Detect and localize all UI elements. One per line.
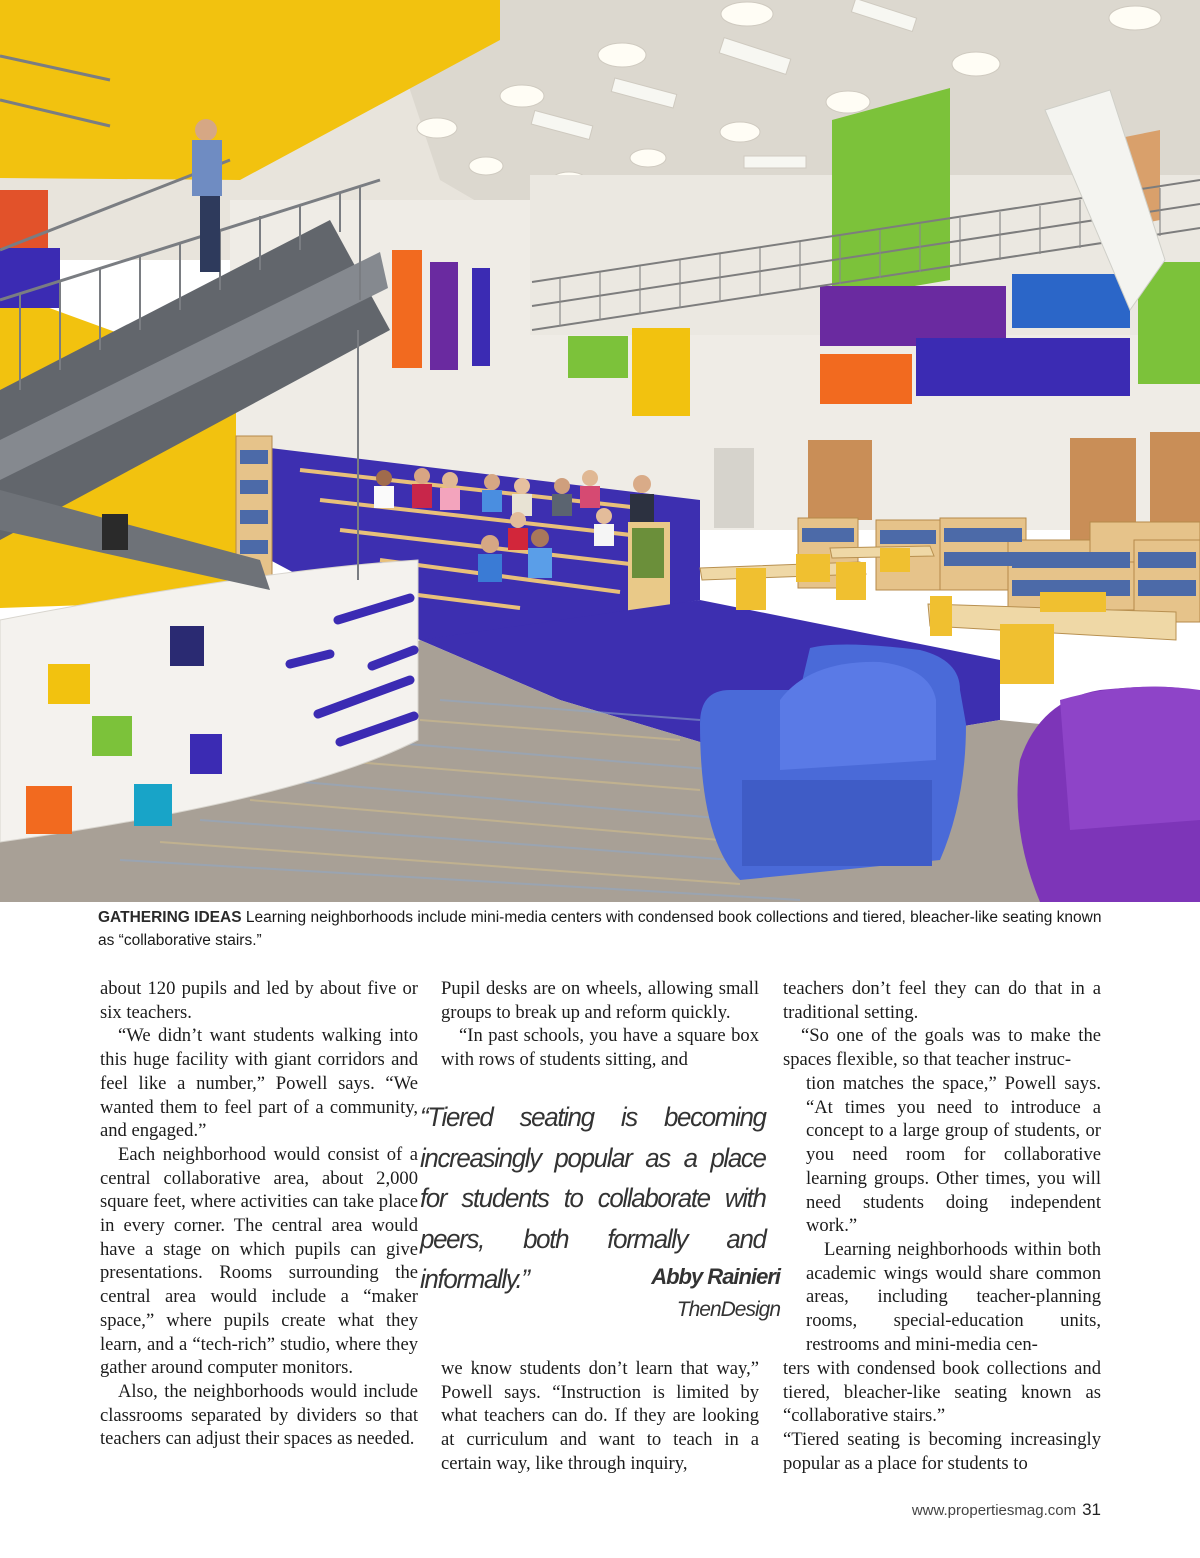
article-column-1 <box>100 977 418 1451</box>
caption-label: GATHERING IDEAS <box>98 909 242 926</box>
paragraph: “Tiered seating is becoming increasingly popular as a place for students to <box>783 1429 1101 1474</box>
article-column-2-bottom <box>441 1357 759 1476</box>
paragraph: “We didn’t want students walking into this huge facility with giant corridors and feel like a number,” Powell says. “We wanted them to feel part of a community, and engaged.” <box>100 1025 418 1142</box>
article-column-3-top <box>783 977 1101 1072</box>
paragraph: Pupil desks are on wheels, allowing small groups to break up and reform quickly. <box>441 978 759 1023</box>
footer-url[interactable]: www.propertiesmag.com <box>911 1502 1077 1519</box>
paragraph: ters with condensed book collections and tiered, bleacher-like seating known as “collaborative stairs.” <box>783 1358 1101 1427</box>
paragraph: Also, the neighborhoods would include classrooms separated by dividers so that teachers can adjust their spaces as needed. <box>100 1380 418 1450</box>
pull-quote-author: Abby Rainieri <box>651 1264 780 1289</box>
article-column-3-bottom <box>783 1357 1101 1476</box>
paragraph: “In past schools, you have a square box with rows of students sitting, and <box>441 1025 759 1071</box>
paragraph: Learning neighborhoods within both academic wings would share common areas, including teacher-planning rooms, special-education units, restrooms and mini-media cen- <box>806 1238 1101 1355</box>
article-column-2-top <box>441 977 759 1072</box>
paragraph: about 120 pupils and led by about five or six teachers. <box>100 978 418 1023</box>
pull-quote: “Tiered seating is becoming increasingly popular as a place for students to collaborate with peers, both formally and informally.” <box>420 1102 766 1294</box>
pull-quote-organization: ThenDesign <box>676 1298 780 1321</box>
page-number: 31 <box>1082 1500 1101 1519</box>
paragraph: “So one of the goals was to make the spaces flexible, so that teacher instruc- <box>783 1025 1101 1071</box>
article-column-3-middle <box>806 1072 1101 1356</box>
page-footer <box>912 1500 1101 1520</box>
paragraph: Each neighborhood would consist of a central collaborative area, about 2,000 square feet, where activities can take place in every corner. The central area would have a stage on which pupils can give presentations. Rooms surrounding the central area would include a “maker space,” where pupils create what they learn, and a “tech-rich” studio, where they gather around computer monitors. <box>100 1143 418 1379</box>
caption-text: Learning neighborhoods include mini-media centers with condensed book collections and tiered, bleacher-like seating known as “collaborative stairs.” <box>98 909 1102 949</box>
paragraph: teachers don’t feel they can do that in a traditional setting. <box>783 978 1101 1023</box>
paragraph: we know students don’t learn that way,” Powell says. “Instruction is limited by what teachers can do. If they are looking at curriculum and want to teach in a certain way, like through inquiry, <box>441 1358 759 1474</box>
photo-caption <box>98 906 1108 952</box>
paragraph: tion matches the space,” Powell says. “At times you need to introduce a concept to a large group of students, or you need room for collaborative learning groups. Other times, you will need students doing independent work.” <box>806 1073 1101 1237</box>
